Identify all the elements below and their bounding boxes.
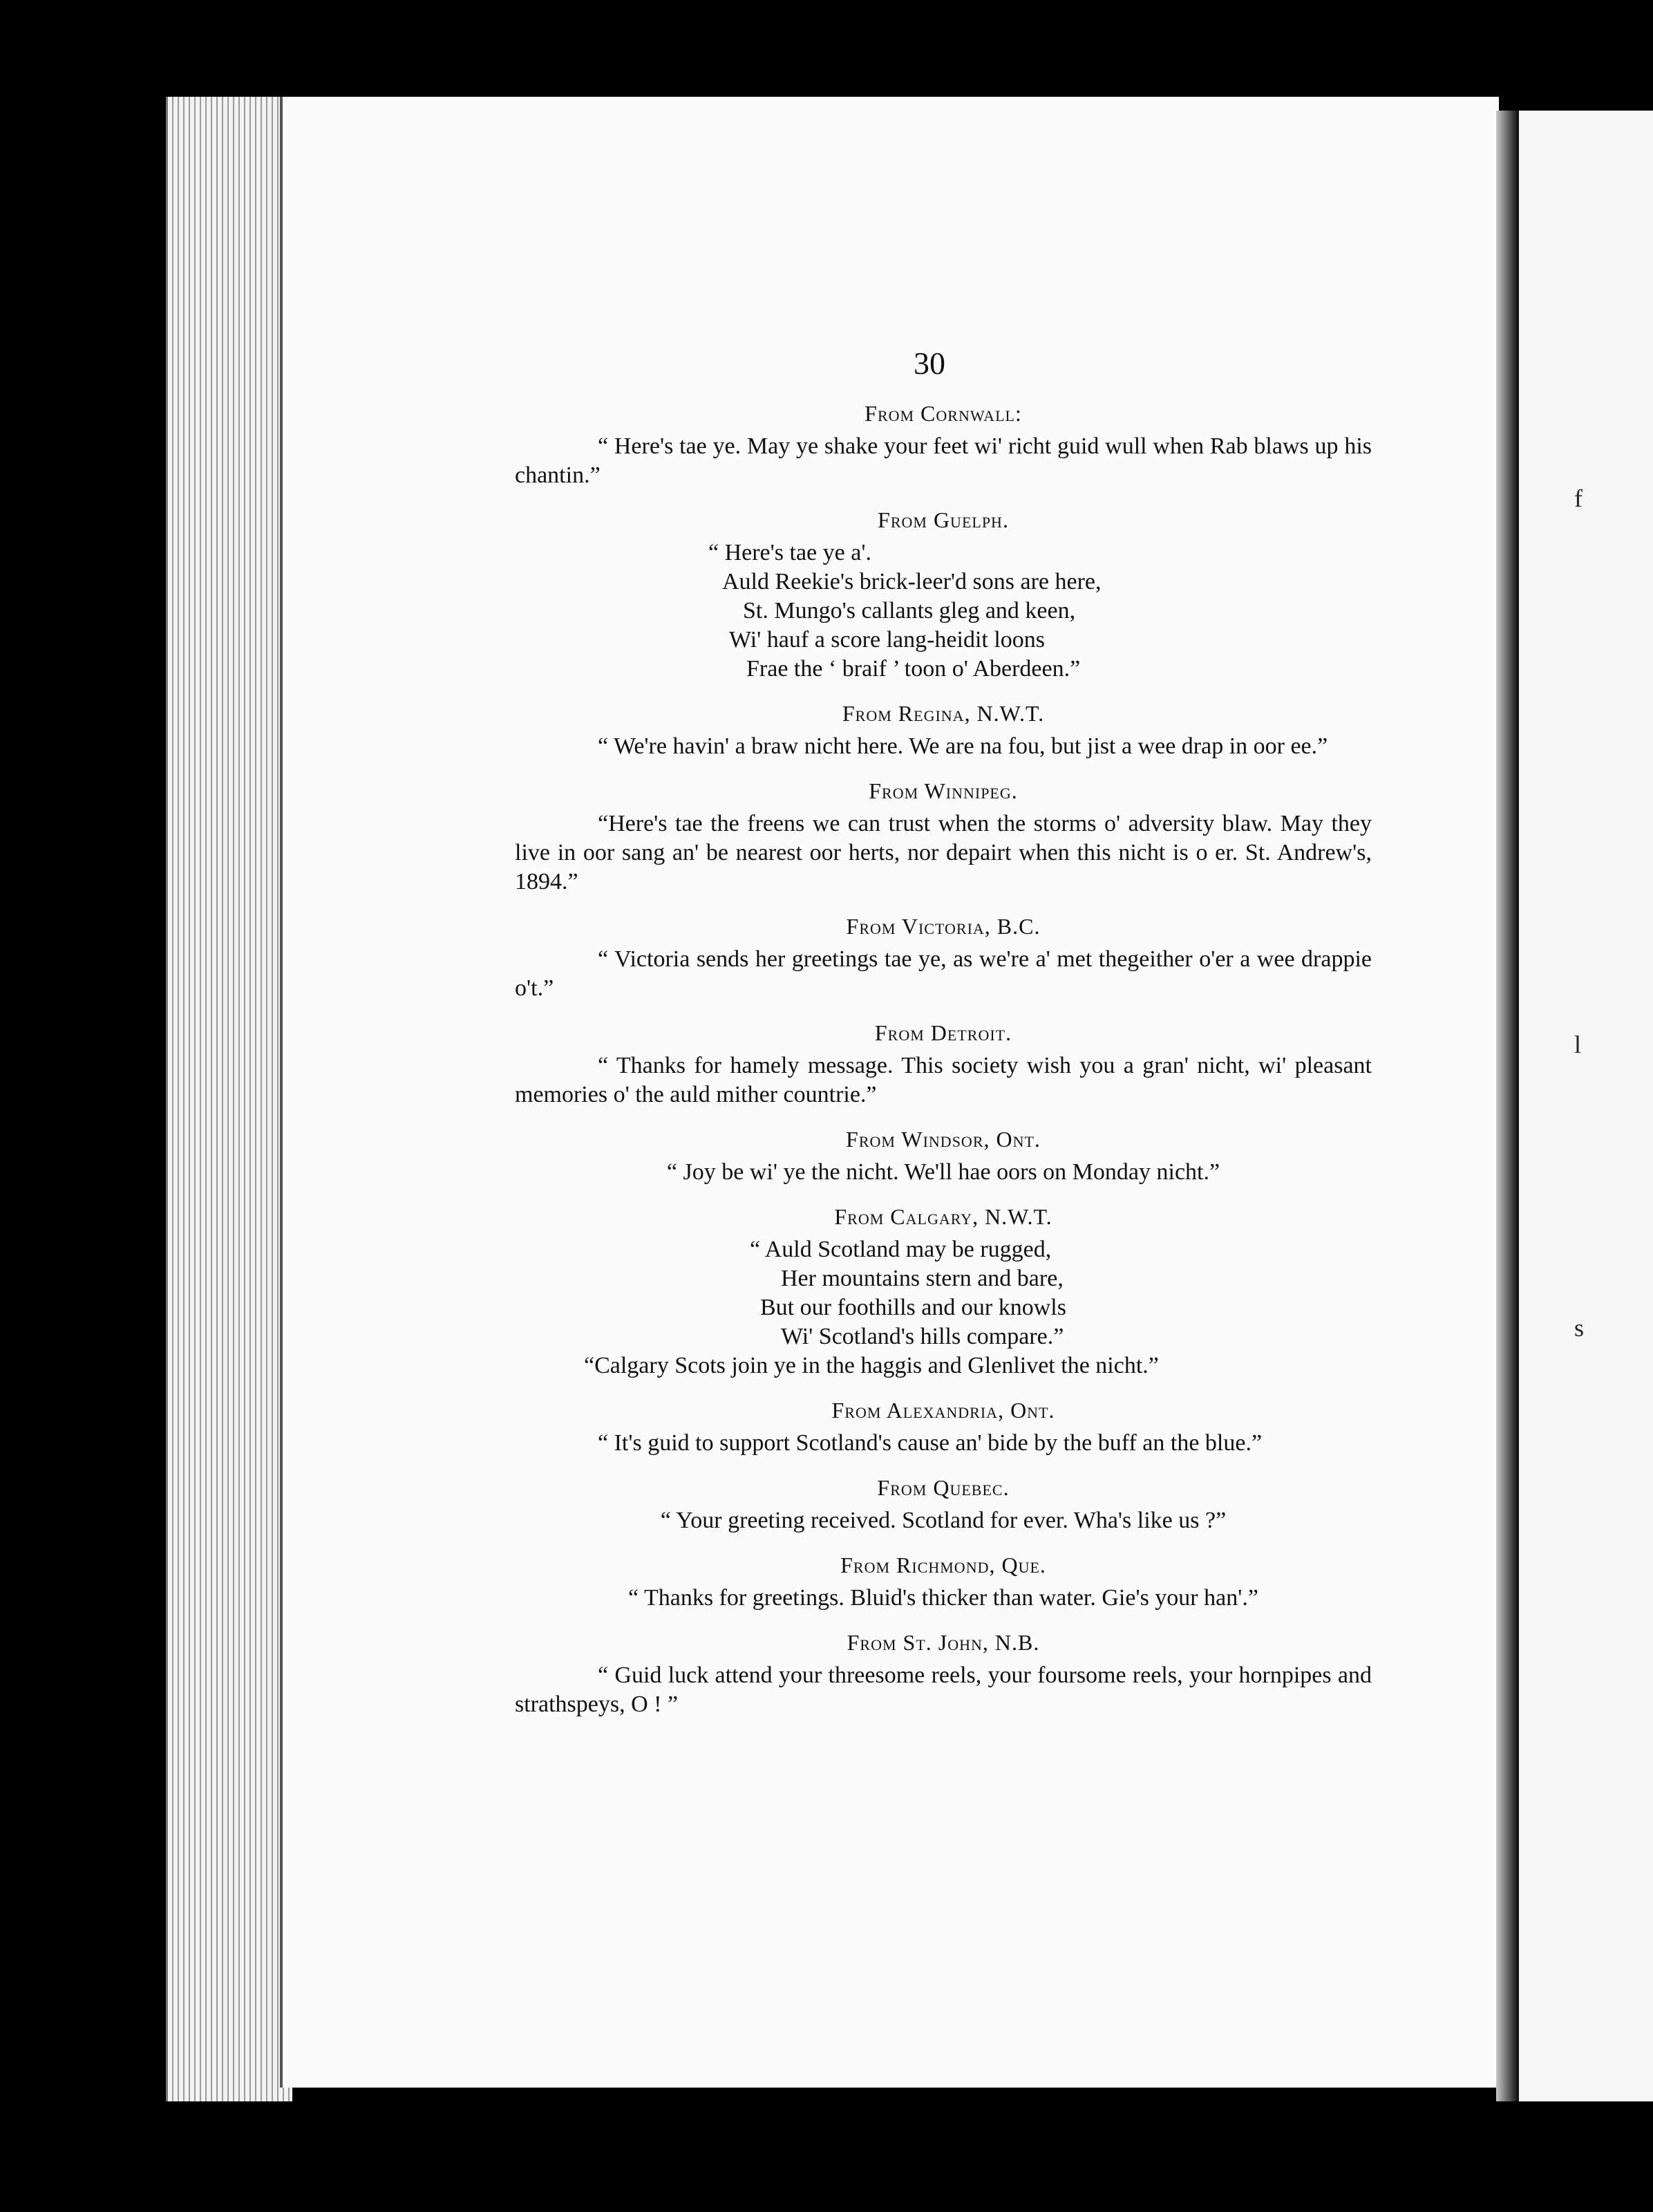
verse-line: “ Here's tae ye a'. bbox=[708, 540, 871, 565]
message-text: “ Here's tae ye. May ye shake your feet wi' richt guid wull when Rab blaws up his chantin.” bbox=[515, 433, 1372, 488]
section-heading: From Guelph. bbox=[878, 507, 1009, 532]
section-heading: From Regina, N.W.T. bbox=[842, 701, 1045, 726]
message-winnipeg bbox=[515, 776, 1372, 897]
message-windsor bbox=[515, 1125, 1372, 1187]
message-text: “Calgary Scots join ye in the haggis and Glenlivet the nicht.” bbox=[584, 1353, 1159, 1378]
verse-line: Wi' hauf a score lang-heidit loons bbox=[729, 627, 1046, 653]
section-heading: From St. John, N.B. bbox=[847, 1630, 1040, 1655]
message-st-john bbox=[515, 1628, 1372, 1719]
message-quebec bbox=[515, 1473, 1372, 1535]
section-heading: From Detroit. bbox=[874, 1020, 1012, 1045]
section-heading: From Quebec. bbox=[877, 1475, 1010, 1500]
verse-line: St. Mungo's callants gleg and keen, bbox=[743, 598, 1076, 624]
page-edges bbox=[166, 97, 292, 2101]
facing-page-letter: f bbox=[1574, 485, 1583, 512]
message-text: “ Thanks for greetings. Bluid's thicker than water. Gie's your han'.” bbox=[628, 1585, 1258, 1611]
message-text: “ We're havin' a braw nicht here. We are na fou, but jist a wee drap in oor ee.” bbox=[598, 733, 1328, 759]
facing-page-edge bbox=[1517, 111, 1653, 2101]
section-heading: From Cornwall: bbox=[865, 401, 1022, 426]
message-richmond bbox=[515, 1550, 1372, 1613]
book-gutter bbox=[1496, 111, 1517, 2101]
section-heading: From Winnipeg. bbox=[869, 778, 1018, 803]
message-calgary bbox=[515, 1202, 1372, 1380]
facing-page-letter: l bbox=[1574, 1031, 1582, 1058]
message-text: “ It's guid to support Scotland's cause an' bide by the buff an the blue.” bbox=[598, 1430, 1263, 1456]
section-heading: From Calgary, N.W.T. bbox=[834, 1204, 1052, 1229]
facing-page-letter: s bbox=[1574, 1314, 1585, 1342]
message-text: “Here's tae the freens we can trust when the storms o' adversity blaw. May they live in oor sang an' be nearest oor herts, nor depairt when this nicht is o er. St. Andrew's, 1894.” bbox=[515, 811, 1372, 894]
verse-line: But our foothills and our knowls bbox=[760, 1295, 1066, 1320]
message-alexandria bbox=[515, 1396, 1372, 1458]
message-guelph bbox=[515, 505, 1372, 684]
verse-line: Frae the ‘ braif ’ toon o' Aberdeen.” bbox=[746, 656, 1081, 682]
message-regina bbox=[515, 699, 1372, 761]
message-victoria bbox=[515, 912, 1372, 1003]
verse-line: Wi' Scotland's hills compare.” bbox=[781, 1324, 1064, 1349]
page-number: 30 bbox=[914, 346, 945, 381]
section-heading: From Alexandria, Ont. bbox=[831, 1398, 1055, 1423]
section-heading: From Richmond, Que. bbox=[840, 1553, 1046, 1577]
message-text: “ Your greeting received. Scotland for ever. Wha's like us ?” bbox=[660, 1508, 1227, 1533]
message-text: “ Guid luck attend your threesome reels, your foursome reels, your hornpipes and strathspeys, O ! ” bbox=[515, 1662, 1372, 1717]
message-text: “ Thanks for hamely message. This society wish you a gran' nicht, wi' pleasant memories o' the auld mither countrie.” bbox=[515, 1053, 1372, 1107]
message-cornwall bbox=[515, 399, 1372, 490]
section-heading: From Windsor, Ont. bbox=[846, 1127, 1041, 1152]
message-text: “ Joy be wi' ye the nicht. We'll hae oors on Monday nicht.” bbox=[666, 1159, 1220, 1185]
verse-line: Auld Reekie's brick-leer'd sons are here, bbox=[722, 569, 1102, 594]
page-content bbox=[515, 346, 1372, 1734]
message-text: “ Victoria sends her greetings tae ye, as we're a' met thegeither o'er a wee drappie o't.” bbox=[515, 946, 1372, 1001]
verse-line: Her mountains stern and bare, bbox=[781, 1266, 1064, 1291]
verse-line: “ Auld Scotland may be rugged, bbox=[750, 1237, 1052, 1262]
message-detroit bbox=[515, 1018, 1372, 1109]
section-heading: From Victoria, B.C. bbox=[846, 914, 1041, 939]
